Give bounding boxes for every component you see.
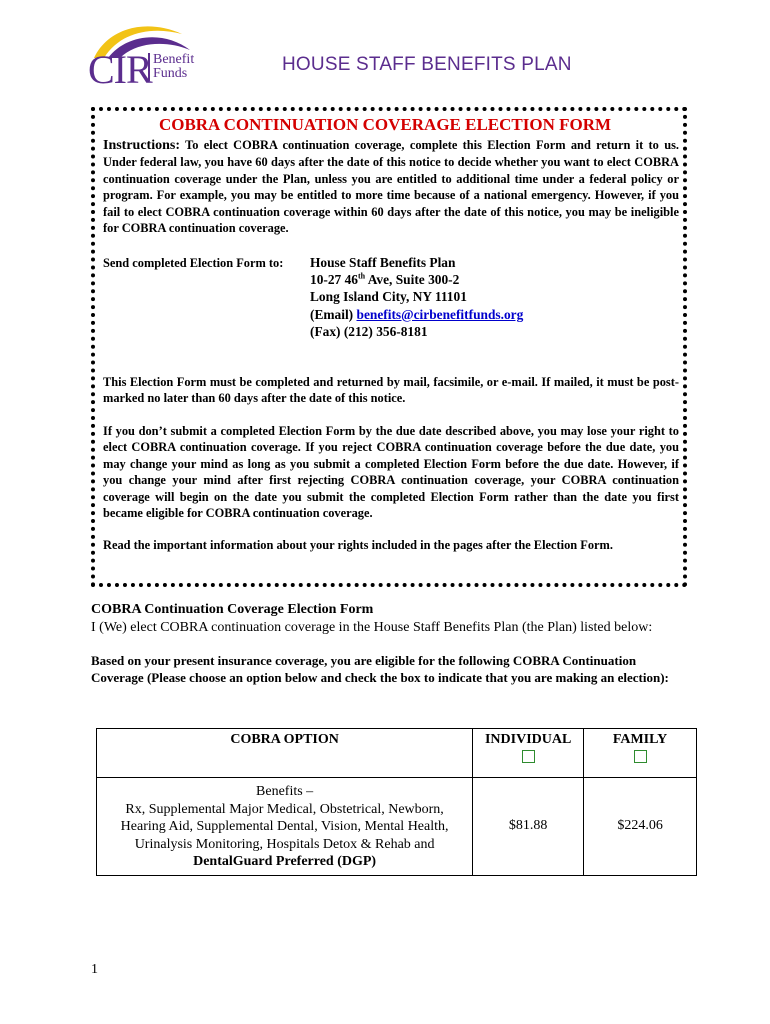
logo-subtext-line2: Funds bbox=[148, 67, 194, 81]
address-fax: (Fax) (212) 356-8181 bbox=[310, 323, 428, 339]
email-label: (Email) bbox=[310, 306, 357, 322]
logo-text: CIR bbox=[88, 47, 152, 92]
page-number: 1 bbox=[91, 962, 98, 977]
form-section-title: COBRA Continuation Coverage Election Form bbox=[91, 602, 374, 617]
header-cobra-option bbox=[97, 729, 473, 778]
email-link[interactable]: benefits@cirbenefitfunds.org bbox=[356, 306, 524, 322]
benefits-line5: DentalGuard Preferred (DGP) bbox=[193, 854, 377, 870]
election-form-title: COBRA CONTINUATION COVERAGE ELECTION FORM bbox=[158, 115, 612, 134]
eligibility-text: Based on your present insurance coverage, you are eligible for the following COBRA Continuation Coverage (Please choose an option below and check the box to indicate that you are making an election): bbox=[91, 653, 669, 685]
address-street-suffix-sup: th bbox=[357, 271, 366, 281]
address-email bbox=[310, 306, 523, 323]
election-statement: I (We) elect COBRA continuation coverage in the House Staff Benefits Plan (the Plan) listed below: bbox=[91, 620, 653, 635]
rejection-paragraph: If you don’t submit a completed Election Form by the due date described above, you may lose your right to elect COBRA continuation coverage. If you reject COBRA continuation coverage before the due date, you may change your mind as long as you submit a completed Election Form before the due date. However, if you change your mind after first rejecting COBRA continuation coverage, your COBRA continuation coverage will begin on the date you submit the completed Election Form rather than the date you first became eligible for COBRA continuation coverage. bbox=[103, 424, 679, 521]
header-individual-label: INDIVIDUAL bbox=[484, 732, 572, 747]
address-street-number: 10-27 46 bbox=[310, 272, 358, 288]
instructions-label: Instructions: bbox=[103, 138, 181, 153]
benefits-line3: Hearing Aid, Supplemental Dental, Vision, Mental Health, bbox=[120, 819, 449, 835]
rights-paragraph: Read the important information about your rights included in the pages after the Election Form. bbox=[103, 538, 613, 552]
cir-logo bbox=[86, 20, 196, 92]
address-street bbox=[310, 271, 523, 288]
address-city: Long Island City, NY 11101 bbox=[310, 289, 467, 305]
send-label: Send completed Election Form to: bbox=[103, 256, 284, 270]
benefits-line4: Urinalysis Monitoring, Hospitals Detox & Rehab and bbox=[134, 836, 435, 852]
logo-subtext bbox=[148, 53, 194, 81]
table-header-row bbox=[97, 729, 697, 778]
table-row bbox=[97, 778, 697, 876]
header-family-label: FAMILY bbox=[612, 732, 668, 747]
benefits-line1: Benefits – bbox=[256, 784, 314, 799]
benefits-line2: Rx, Supplemental Major Medical, Obstetrical, Newborn, bbox=[125, 801, 444, 817]
mailing-address bbox=[103, 254, 524, 339]
individual-checkbox[interactable] bbox=[522, 750, 535, 763]
benefits-description bbox=[97, 778, 473, 876]
header-option-label: COBRA OPTION bbox=[230, 732, 339, 747]
address-street-rest: Ave, Suite 300-2 bbox=[365, 272, 460, 288]
header-individual bbox=[473, 729, 584, 778]
address-name: House Staff Benefits Plan bbox=[310, 255, 456, 270]
coverage-options-table bbox=[96, 728, 697, 876]
logo-subtext-line1: Benefit bbox=[148, 53, 194, 67]
plan-title: HOUSE STAFF BENEFITS PLAN bbox=[282, 54, 572, 75]
mail-deadline-paragraph: This Election Form must be completed and returned by mail, facsimile, or e-mail. If mailed, it must be post-marked no later than 60 days after the date of this notice. bbox=[103, 375, 679, 406]
family-checkbox[interactable] bbox=[634, 750, 647, 763]
instructions-paragraph bbox=[103, 137, 679, 236]
family-price: $224.06 bbox=[584, 778, 697, 876]
individual-price: $81.88 bbox=[473, 778, 584, 876]
instructions-text: To elect COBRA continuation coverage, complete this Election Form and return it to us. Under federal law, you have 60 days after the date of this notice to decide whether you want to elect COBRA continuation coverage under the Plan, unless you are entitled to additional time under a federal policy or program. For example, you may be entitled to more time because of a national emergency. However, if you fail to elect COBRA continuation coverage within 60 days after the date of this notice, you may be ineligible for COBRA continuation coverage. bbox=[103, 138, 680, 236]
header-family bbox=[584, 729, 697, 778]
